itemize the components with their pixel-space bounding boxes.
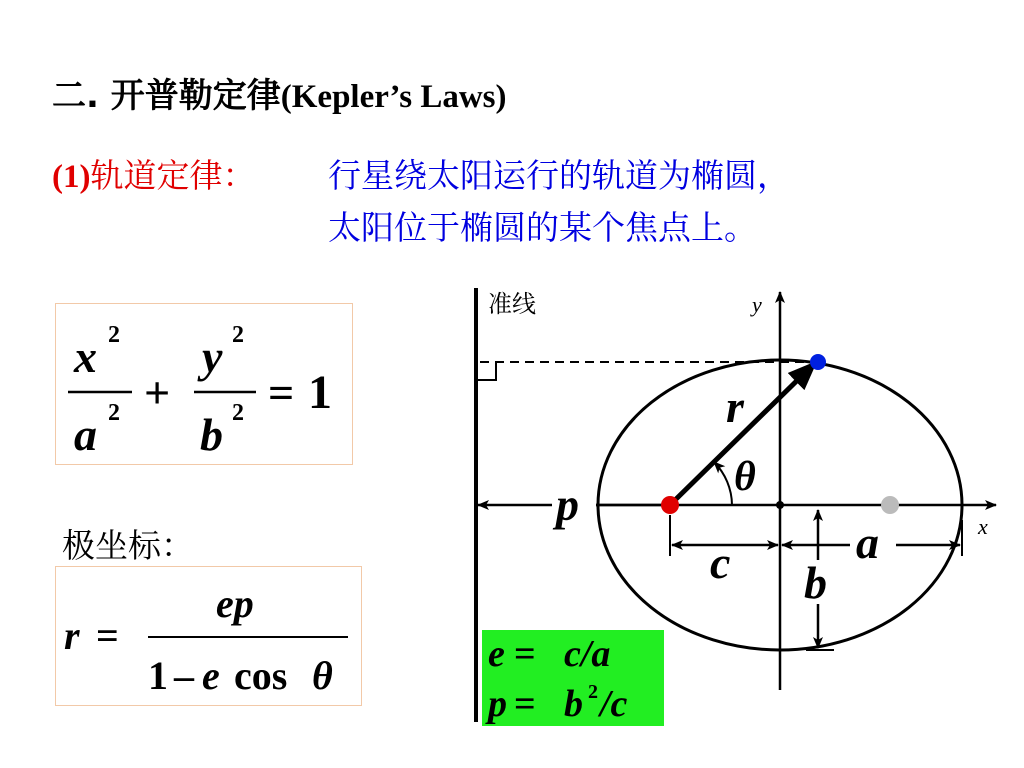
label-r: r [726, 381, 744, 432]
polar-cos: cos [234, 653, 288, 698]
planet-dot [810, 354, 826, 370]
eq-y: y [202, 331, 223, 382]
label-c: c [710, 537, 731, 588]
polar-coordinates-label: 极坐标： [62, 526, 194, 565]
eq-b-exp: 2 [232, 400, 244, 426]
polar-equals: = [96, 613, 119, 658]
polar-minus: – [174, 653, 194, 698]
right-angle-mark [478, 362, 496, 380]
x-axis-label: x [978, 514, 988, 539]
label-theta: θ [734, 454, 756, 500]
relation-2-exp: 2 [588, 681, 598, 703]
empty-focus-dot [881, 496, 899, 514]
polar-one: 1 [148, 653, 168, 698]
title-prefix: 二. 开普勒定律 [52, 76, 281, 116]
polar-theta: θ [312, 653, 333, 698]
eq-y-exp: 2 [232, 322, 244, 348]
relation-1-lhs: e [488, 633, 505, 675]
label-p: p [556, 479, 579, 530]
eq-plus: + [144, 367, 171, 418]
polar-e: e [202, 653, 220, 698]
relation-2-tail: /c [600, 683, 628, 725]
eq-b: b [200, 409, 223, 460]
eq-x-exp: 2 [108, 322, 120, 348]
law-name: 轨道定律： [90, 156, 256, 195]
eq-one: 1 [308, 366, 332, 419]
relation-2-base: b [564, 683, 583, 725]
title-english: (Kepler’s Laws) [280, 79, 507, 115]
label-b: b [804, 557, 827, 608]
relation-1-eq: = [514, 633, 536, 675]
relation-2-eq: = [514, 683, 536, 725]
relation-2-lhs: p [488, 683, 507, 725]
law-number: (1) [52, 159, 91, 195]
eq-a: a [74, 409, 97, 460]
y-axis-label: y [752, 292, 762, 317]
polar-r: r [64, 613, 80, 658]
relation-1-rhs: c/a [564, 633, 611, 675]
theta-arc [714, 462, 732, 505]
label-a: a [856, 517, 879, 568]
sun-focus-dot [661, 496, 679, 514]
eq-equals: = [268, 367, 295, 418]
directrix-label: 准线 [488, 290, 536, 318]
eq-x: x [74, 331, 97, 382]
law-line-1: 行星绕太阳运行的轨道为椭圆， [328, 156, 790, 195]
polar-numerator: ep [216, 581, 254, 626]
ellipse-center-dot [776, 501, 784, 509]
law-line-2: 太阳位于椭圆的某个焦点上。 [328, 208, 757, 247]
eq-a-exp: 2 [108, 400, 120, 426]
